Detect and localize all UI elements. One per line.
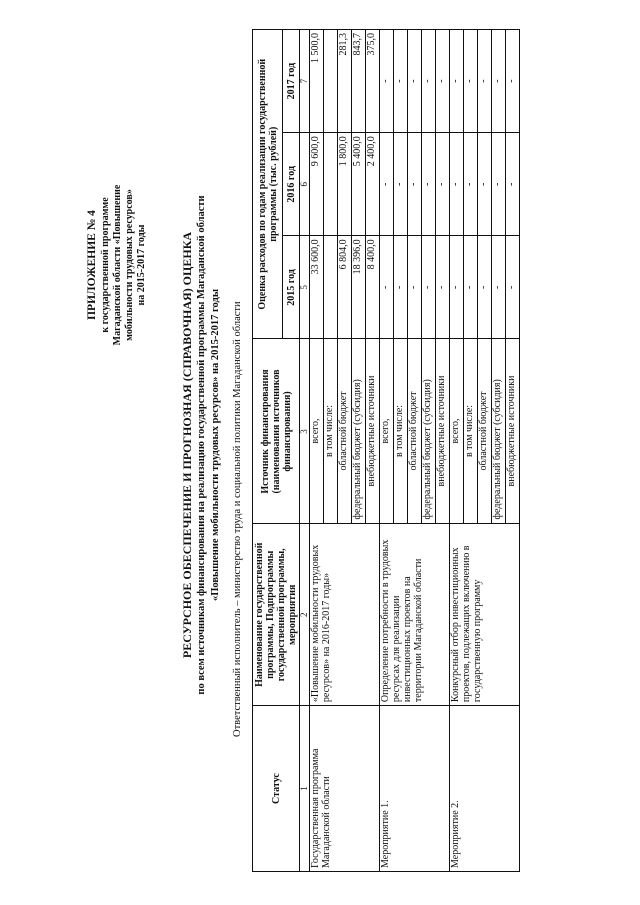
column-number: 3 <box>300 339 310 524</box>
column-number: 5 <box>300 236 310 339</box>
source-cell: всего, <box>310 339 324 524</box>
appendix-header <box>86 150 148 380</box>
source-cell: в том числе: <box>324 339 338 524</box>
value-2017: - <box>506 30 520 133</box>
value-2017: - <box>450 30 464 133</box>
column-number: 6 <box>300 133 310 236</box>
program-name-cell: Конкурсный отбор инвестиционных проектов, подлежащих включению в государственную программу <box>450 524 520 706</box>
value-2015: - <box>492 236 506 339</box>
value-2016: 9 600,0 <box>310 133 324 236</box>
value-2017 <box>324 30 338 133</box>
value-2017: - <box>478 30 492 133</box>
value-2017: - <box>408 30 422 133</box>
source-cell: внебюджетные источники <box>366 339 380 524</box>
value-2016: 2 400,0 <box>366 133 380 236</box>
table-row <box>450 30 464 872</box>
document-subtitle: по всем источникам финансирования на реализацию государственной программы Магаданской области <box>196 195 207 695</box>
source-cell: в том числе: <box>464 339 478 524</box>
program-name-cell: Определение потребности в трудовых ресурсах для реализации инвестиционных проектов на территории Магаданской области <box>380 524 450 706</box>
table-row <box>380 30 394 872</box>
source-cell: внебюджетные источники <box>436 339 450 524</box>
value-2016: - <box>422 133 436 236</box>
value-2017: 375,0 <box>366 30 380 133</box>
value-2017: - <box>380 30 394 133</box>
value-2015: - <box>394 236 408 339</box>
value-2017: 1 500,0 <box>310 30 324 133</box>
value-2015: 18 396,0 <box>352 236 366 339</box>
value-2015: - <box>464 236 478 339</box>
value-2016: - <box>506 133 520 236</box>
header-source: Источник финансирования (наименования источников финансирования) <box>253 339 300 524</box>
value-2015: - <box>422 236 436 339</box>
source-cell: федеральный бюджет (субсидия) <box>492 339 506 524</box>
value-2016: - <box>450 133 464 236</box>
value-2017: - <box>394 30 408 133</box>
value-2016: - <box>408 133 422 236</box>
value-2016: - <box>478 133 492 236</box>
value-2016: - <box>380 133 394 236</box>
value-2016: - <box>394 133 408 236</box>
value-2017: 843,7 <box>352 30 366 133</box>
source-cell: всего, <box>450 339 464 524</box>
source-cell: в том числе: <box>394 339 408 524</box>
status-cell: Государственная программа Магаданской области <box>310 706 380 872</box>
header-name: Наименование государственной программы, Подпрограммы государственной программы, мероприятия <box>253 524 300 706</box>
responsible-executor: Ответственный исполнитель – министерство труда и социальной политики Магаданской области <box>232 301 243 737</box>
status-cell: Мероприятие 1. <box>380 706 450 872</box>
value-2017: - <box>492 30 506 133</box>
header-year-2016: 2016 год <box>283 133 300 236</box>
appendix-subtitle-line: к государственной программе <box>100 197 111 333</box>
column-number: 2 <box>300 524 310 706</box>
value-2015: 33 600,0 <box>310 236 324 339</box>
value-2015: - <box>478 236 492 339</box>
source-cell: внебюджетные источники <box>506 339 520 524</box>
value-2016 <box>324 133 338 236</box>
document-title: РЕСУРСНОЕ ОБЕСПЕЧЕНИЕ И ПРОГНОЗНАЯ (СПРАВОЧНАЯ) ОЦЕНКА <box>180 231 194 659</box>
value-2015: 8 400,0 <box>366 236 380 339</box>
value-2015: - <box>506 236 520 339</box>
header-year-2017: 2017 год <box>283 30 300 133</box>
source-cell: областной бюджет <box>408 339 422 524</box>
value-2016: 5 400,0 <box>352 133 366 236</box>
header-year-2015: 2015 год <box>283 236 300 339</box>
value-2015: - <box>436 236 450 339</box>
value-2017: - <box>436 30 450 133</box>
value-2017: - <box>422 30 436 133</box>
source-cell: областной бюджет <box>338 339 352 524</box>
column-number: 1 <box>300 706 310 872</box>
program-name-cell: «Повышение мобильности трудовых ресурсов» на 2016-2017 годы» <box>310 524 380 706</box>
value-2017: 281,3 <box>338 30 352 133</box>
financing-table <box>252 29 520 872</box>
header-estimate: Оценка расходов по годам реализации государственной программы (тыс. рублей) <box>253 30 283 339</box>
value-2015: - <box>380 236 394 339</box>
column-number: 7 <box>300 30 310 133</box>
appendix-subtitle-line: мобильности трудовых ресурсов» <box>124 189 135 341</box>
value-2015: 6 804,0 <box>338 236 352 339</box>
value-2015: - <box>450 236 464 339</box>
value-2016: - <box>436 133 450 236</box>
value-2016: - <box>464 133 478 236</box>
value-2016: - <box>492 133 506 236</box>
source-cell: областной бюджет <box>478 339 492 524</box>
document-subtitle: «Повышение мобильности трудовых ресурсов» на 2015-2017 годы <box>210 288 221 602</box>
source-cell: федеральный бюджет (субсидия) <box>422 339 436 524</box>
value-2017: - <box>464 30 478 133</box>
appendix-subtitle-line: Магаданской области «Повышение <box>112 184 123 346</box>
source-cell: федеральный бюджет (субсидия) <box>352 339 366 524</box>
value-2016: 1 800,0 <box>338 133 352 236</box>
status-cell: Мероприятие 2. <box>450 706 520 872</box>
table-row <box>310 30 324 872</box>
header-status: Статус <box>253 706 300 872</box>
value-2015 <box>324 236 338 339</box>
value-2015: - <box>408 236 422 339</box>
source-cell: всего, <box>380 339 394 524</box>
appendix-title: ПРИЛОЖЕНИЕ № 4 <box>86 210 98 320</box>
appendix-subtitle-line: на 2015-2017 годы <box>136 224 147 306</box>
